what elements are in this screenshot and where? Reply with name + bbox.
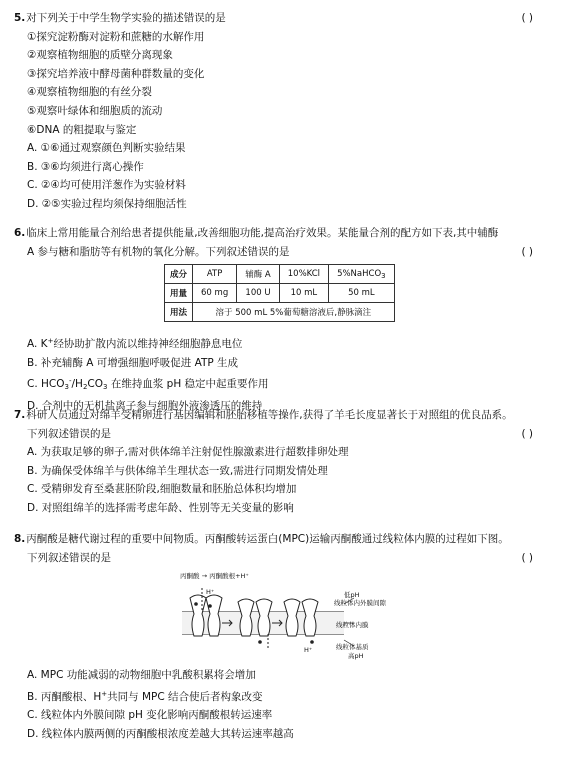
question-8 xyxy=(14,530,549,567)
pyruvate-label: 丙酮酸 → 丙酮酸根+H⁺ xyxy=(180,572,249,580)
q5-option-d[interactable]: D. ②⑤实验过程均须保持细胞活性 xyxy=(27,197,187,210)
particle-icon xyxy=(258,640,262,644)
table-cell: 10%KCl xyxy=(279,265,328,284)
q6-stem-line2: A 参与糖和脂肪等有机物的氧化分解。下列叙述错误的是 ( ) xyxy=(27,245,533,258)
table-cell: 辅酶 A xyxy=(237,265,280,284)
matrix-label: 线粒体基质 xyxy=(336,643,369,651)
table-cell: 100 U xyxy=(237,284,280,303)
table-cell: 60 mg xyxy=(193,284,237,303)
proton-bottom-label: H⁺ xyxy=(304,646,313,654)
table-header: 用法 xyxy=(165,303,193,322)
q6-stem-line1: 6.临床上常用能量合剂给患者提供能量,改善细胞功能,提高治疗效果。某能量合剂的配方如下表,其中辅酶 xyxy=(14,227,499,239)
q8-stem-line1: 8.丙酮酸是糖代谢过程的重要中间物质。丙酮酸转运蛋白(MPC)运输丙酮酸通过线粒体内膜的过程如下图。 xyxy=(14,533,509,545)
q8-option-d[interactable]: D. 线粒体内膜两侧的丙酮酸根浓度差越大其转运速率越高 xyxy=(27,727,294,740)
table-cell: 溶于 500 mL 5%葡萄糖溶液后,静脉滴注 xyxy=(193,303,395,322)
q5-item: ①探究淀粉酶对淀粉和蔗糖的水解作用 xyxy=(27,30,205,43)
q7-option-b[interactable]: B. 为确保受体绵羊与供体绵羊生理状态一致,需进行同期发情处理 xyxy=(27,464,328,477)
q6-option-b[interactable]: B. 补充辅酶 A 可增强细胞呼吸促进 ATP 生成 xyxy=(27,356,239,369)
table-row xyxy=(165,303,395,322)
q7-option-c[interactable]: C. 受精卵发育至桑葚胚阶段,细胞数量和胚胎总体积均增加 xyxy=(27,483,297,496)
particle-icon xyxy=(208,604,212,608)
table-header: 成分 xyxy=(165,265,193,284)
q8-options xyxy=(14,666,549,743)
table-header: 用量 xyxy=(165,284,193,303)
q5-item: ③探究培养液中酵母菌种群数量的变化 xyxy=(27,67,205,80)
table-cell: 5%NaHCO$_3$ xyxy=(329,265,395,284)
q7-option-a[interactable]: A. 为获取足够的卵子,需对供体绵羊注射促性腺激素进行超数排卵处理 xyxy=(27,446,349,459)
table-cell: 10 mL xyxy=(279,284,328,303)
question-7 xyxy=(14,406,549,518)
q5-item: ②观察植物细胞的质壁分离现象 xyxy=(27,49,173,62)
q5-option-c[interactable]: C. ②④均可使用洋葱作为实验材料 xyxy=(27,179,186,192)
question-5 xyxy=(14,9,549,214)
proton-label: H⁺ xyxy=(206,588,215,596)
q5-option-b[interactable]: B. ③⑥均须进行离心操作 xyxy=(27,160,144,173)
particle-icon xyxy=(194,602,198,606)
particle-icon xyxy=(310,640,314,644)
table-row xyxy=(165,265,395,284)
low-ph-label: 低pH xyxy=(344,591,360,599)
q6-option-d[interactable]: D. 合剂中的无机盐离子参与细胞外液渗透压的维持 xyxy=(27,399,263,412)
intermembrane-space-label: 线粒体内外膜间隙 xyxy=(334,599,386,607)
membrane-diagram xyxy=(176,568,376,668)
q8-option-c[interactable]: C. 线粒体内外膜间隙 pH 变化影响丙酮酸根转运速率 xyxy=(27,709,273,722)
formula-table xyxy=(164,264,395,322)
q6-options xyxy=(14,332,549,415)
q8-option-b[interactable]: B. 丙酮酸根、H+共同与 MPC 结合使后者构象改变 xyxy=(27,689,263,703)
high-ph-label: 高pH xyxy=(348,652,364,660)
q8-stem-line2: 下列叙述错误的是 ( ) xyxy=(27,551,533,564)
question-6 xyxy=(14,224,549,261)
q8-option-a[interactable]: A. MPC 功能减弱的动物细胞中乳酸积累将会增加 xyxy=(27,669,256,681)
q7-option-d[interactable]: D. 对照组绵羊的选择需考虑年龄、性别等无关变量的影响 xyxy=(27,501,294,514)
q6-option-c[interactable]: C. $HCO_3^-/H_2CO_3$ 在维持血浆 pH 稳定中起重要作用 xyxy=(27,377,269,392)
q5-item: ⑥DNA 的粗提取与鉴定 xyxy=(27,123,137,136)
inner-membrane-label: 线粒体内膜 xyxy=(336,621,369,629)
q5-stem: 5.对下列关于中学生物学实验的描述错误的是 ( ) xyxy=(14,12,533,24)
q5-item: ④观察植物细胞的有丝分裂 xyxy=(27,86,152,99)
q6-option-a[interactable]: A. K+经协助扩散内流以维持神经细胞静息电位 xyxy=(27,337,243,350)
q5-item: ⑤观察叶绿体和细胞质的流动 xyxy=(27,104,163,117)
table-cell: 50 mL xyxy=(329,284,395,303)
table-cell: ATP xyxy=(193,265,237,284)
q7-stem-line1: 7.科研人员通过对绵羊受精卵进行基因编辑和胚胎移植等操作,获得了羊毛长度显著长于对照组的优良品系。 xyxy=(14,409,513,421)
q7-stem-line2: 下列叙述错误的是 ( ) xyxy=(27,427,533,440)
mpc-diagram xyxy=(176,568,386,668)
table-row xyxy=(165,284,395,303)
q5-option-a[interactable]: A. ①⑥通过观察颜色判断实验结果 xyxy=(27,142,186,155)
